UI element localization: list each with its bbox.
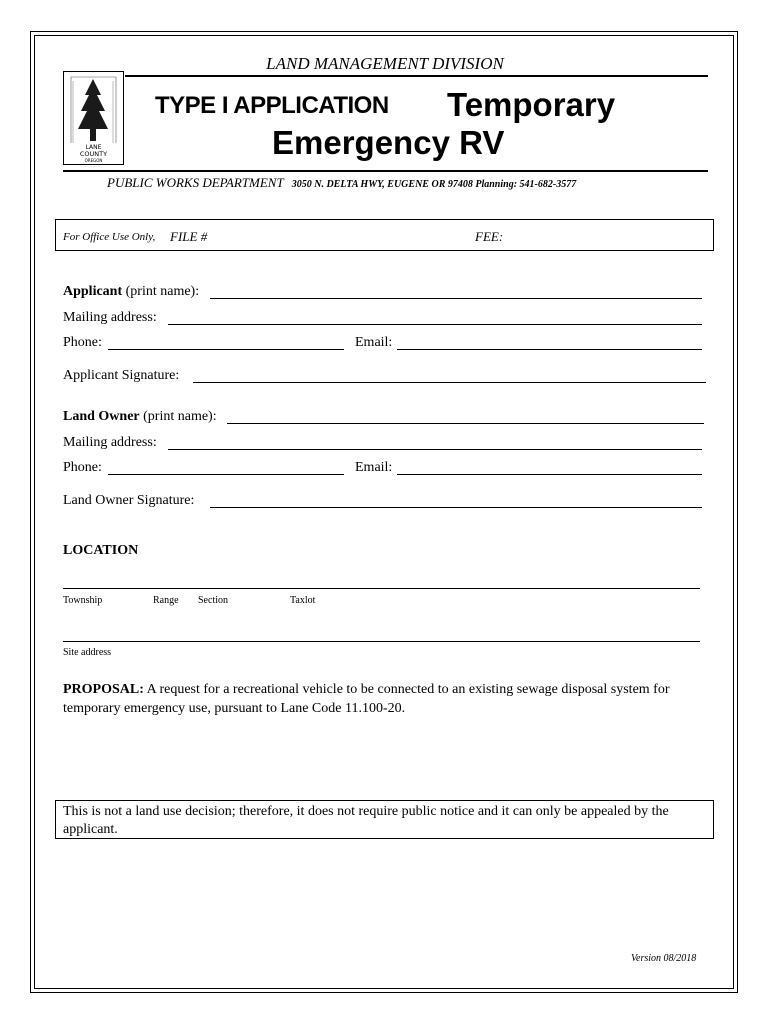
applicant-email-field[interactable] <box>397 349 702 350</box>
owner-phone-label: Phone: <box>63 460 102 475</box>
header-rule-top <box>125 75 708 77</box>
applicant-name-field[interactable] <box>210 298 702 299</box>
svg-text:OREGON: OREGON <box>84 158 103 163</box>
file-number-label: FILE # <box>170 229 208 244</box>
department-row <box>107 175 576 191</box>
owner-phone-field[interactable] <box>108 474 344 475</box>
lane-county-logo <box>63 71 124 165</box>
site-address-field[interactable] <box>63 641 700 642</box>
division-title: LAND MANAGEMENT DIVISION <box>266 54 504 73</box>
form-title-line1: Temporary <box>447 86 616 123</box>
owner-email-field[interactable] <box>397 474 702 475</box>
header-rule-bottom <box>63 170 708 172</box>
range-label: Range <box>153 595 179 606</box>
svg-text:COUNTY: COUNTY <box>79 150 108 158</box>
proposal-text: PROPOSAL: A request for a recreational vehicle to be connected to an existing sewage disposal system for temporary emergency use, pursuant to Lane Code 11.100-20. <box>63 682 670 716</box>
owner-signature-label: Land Owner Signature: <box>63 493 195 508</box>
applicant-phone-field[interactable] <box>108 349 344 350</box>
owner-name-field[interactable] <box>227 423 704 424</box>
site-address-label: Site address <box>63 647 112 658</box>
form-title-line2: Emergency RV <box>272 124 505 161</box>
owner-signature-field[interactable] <box>210 507 702 508</box>
applicant-email-label: Email: <box>355 335 393 350</box>
applicant-name-label: Applicant (print name): <box>63 284 200 299</box>
owner-name-label: Land Owner (print name): <box>63 409 217 424</box>
notice-text: This is not a land use decision; therefore, it does not require public notice and it can only be appealed by the applicant. <box>63 804 669 837</box>
fee-label: FEE: <box>475 229 504 244</box>
applicant-phone-label: Phone: <box>63 335 102 350</box>
owner-mailing-field[interactable] <box>168 449 702 450</box>
department-address: 3050 N. DELTA HWY, EUGENE OR 97408 Planning: 541-682-3577 <box>291 179 577 190</box>
taxlot-label: Taxlot <box>290 595 316 606</box>
township-label: Township <box>63 595 103 606</box>
location-legal-field[interactable] <box>63 588 700 589</box>
department-name: PUBLIC WORKS DEPARTMENT <box>107 175 284 190</box>
office-use-label: For Office Use Only, <box>63 231 156 243</box>
location-heading: LOCATION <box>63 543 139 558</box>
owner-mailing-label: Mailing address: <box>63 435 157 450</box>
owner-email-label: Email: <box>355 460 393 475</box>
section-label: Section <box>198 595 228 606</box>
application-type: TYPE I APPLICATION <box>155 92 389 119</box>
applicant-signature-label: Applicant Signature: <box>63 368 180 383</box>
applicant-signature-field[interactable] <box>193 382 706 383</box>
applicant-mailing-label: Mailing address: <box>63 310 157 325</box>
applicant-mailing-field[interactable] <box>168 324 702 325</box>
svg-text:LANE: LANE <box>85 144 102 151</box>
version-label: Version 08/2018 <box>631 953 697 964</box>
